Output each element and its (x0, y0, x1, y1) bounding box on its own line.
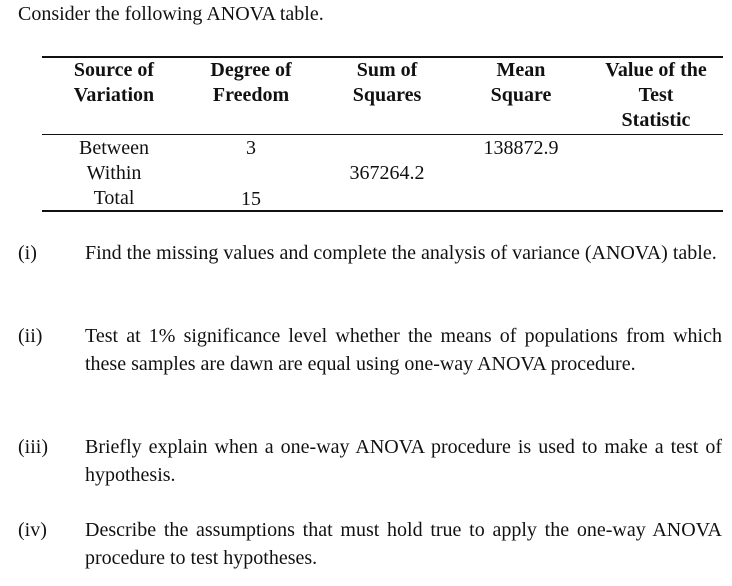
header-line: Square (490, 84, 552, 106)
question-text: Briefly explain when a one-way ANOVA procedure is used to make a test of hypothesis. (85, 436, 722, 486)
question-number: (ii) (18, 325, 43, 347)
intro-text: Consider the following ANOVA table. (18, 3, 324, 25)
cell-source: Between (79, 137, 149, 159)
header-line: Source of (73, 59, 155, 81)
question-text: Test at 1% significance level whether the means of populations from which these samples are dawn are equal using one-way ANOVA procedure. (85, 325, 722, 375)
cell-ms: 138872.9 (483, 137, 559, 159)
header-line: Test (638, 84, 674, 106)
header-line: Variation (73, 84, 155, 106)
cell-source: Within (86, 162, 142, 184)
header-line: Degree of (210, 59, 292, 81)
question-number: (i) (18, 242, 37, 264)
header-degree-of-freedom (186, 58, 316, 108)
header-sum-of-squares (326, 58, 448, 108)
cell-ss: 367264.2 (349, 162, 425, 184)
cell-df: 3 (246, 137, 256, 159)
header-line: Sum of (356, 59, 418, 81)
header-line: Statistic (621, 109, 691, 131)
table-bottom-rule (42, 210, 723, 212)
question-text: Describe the assumptions that must hold true to apply the one-way ANOVA procedure to test hypotheses. (85, 519, 722, 569)
header-line: Squares (352, 84, 422, 106)
question-number: (iii) (18, 436, 48, 458)
header-source-of-variation (52, 58, 176, 108)
header-mean-square (460, 58, 582, 108)
cell-source: Total (93, 187, 135, 209)
question-text: Find the missing values and complete the analysis of variance (ANOVA) table. (85, 242, 717, 264)
header-line: Freedom (212, 84, 290, 106)
header-line: Mean (496, 59, 546, 81)
question-number: (iv) (18, 519, 47, 541)
header-value-of-test-statistic (590, 58, 722, 133)
cell-df: 15 (241, 188, 261, 210)
header-line: Value of the (605, 59, 707, 81)
header-separator-rule (42, 134, 723, 135)
